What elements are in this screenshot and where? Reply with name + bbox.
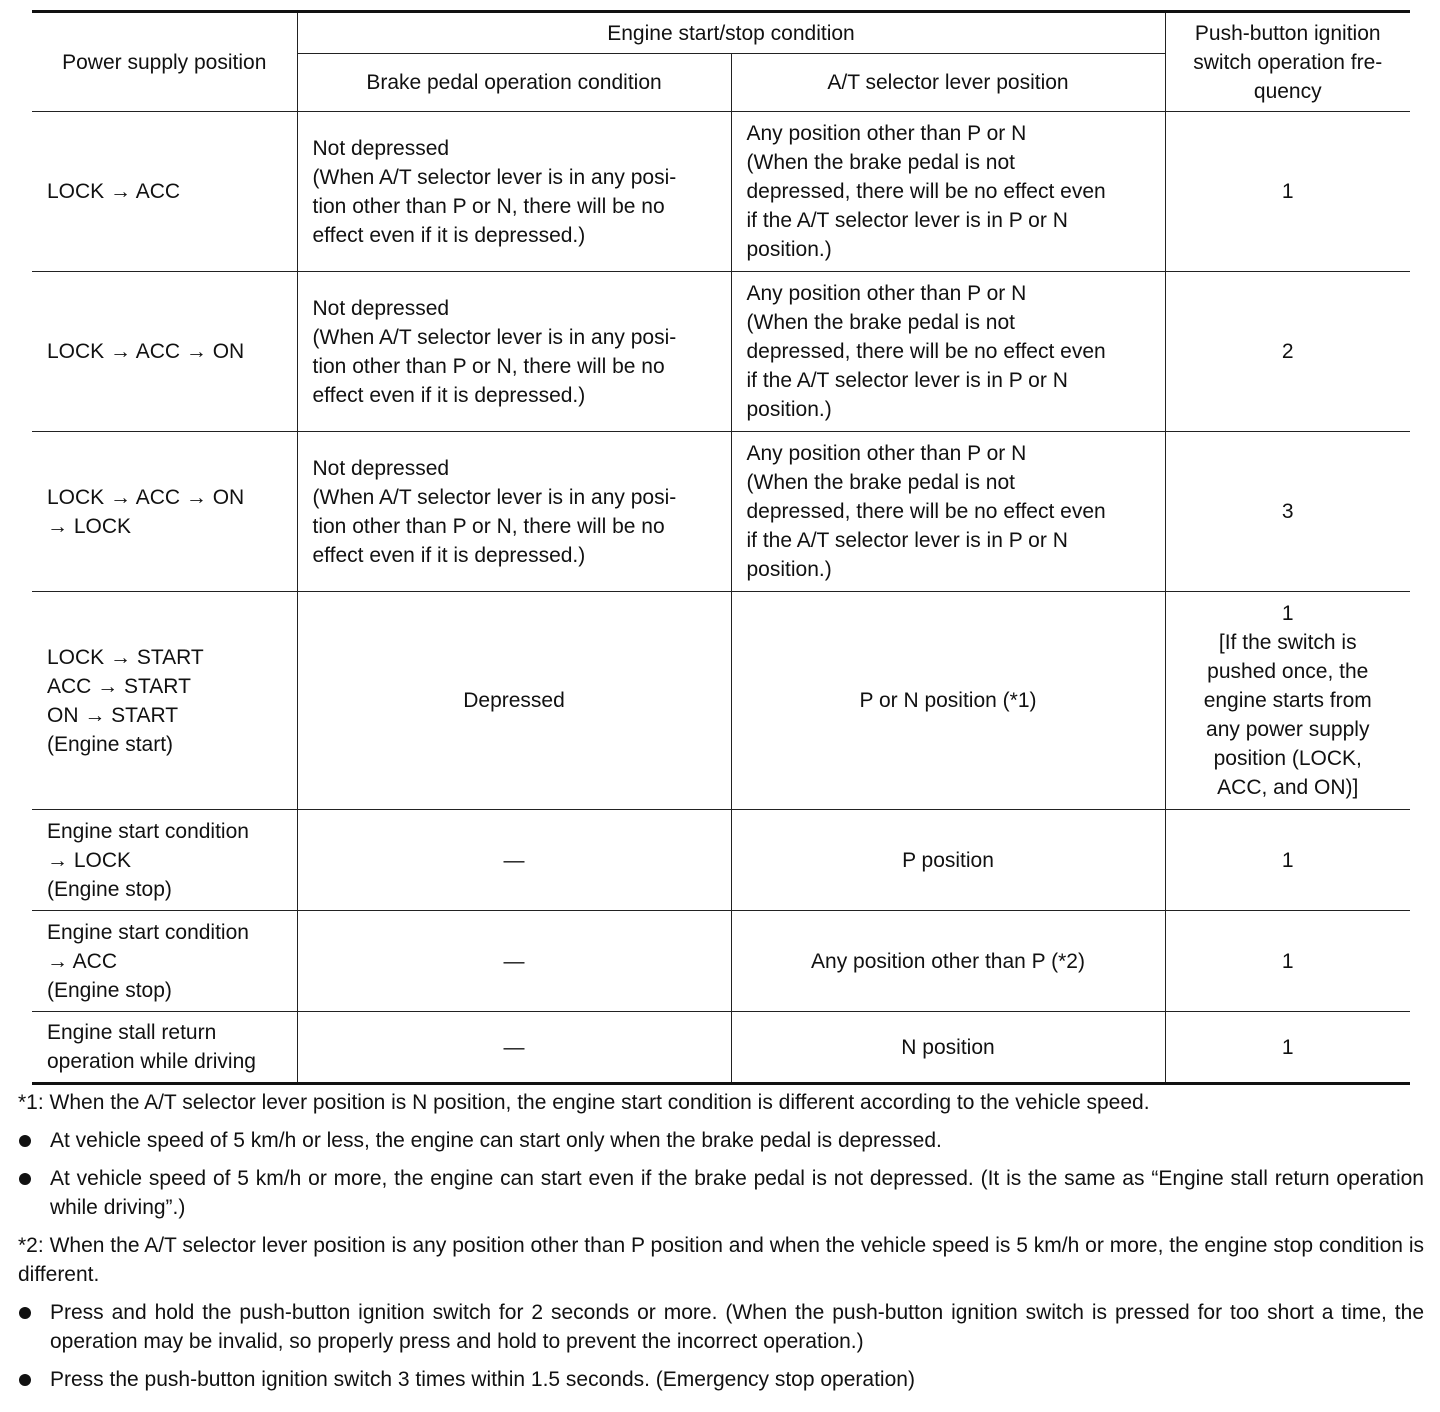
table-row bbox=[32, 432, 1410, 592]
cell-brake-condition: — bbox=[297, 1012, 731, 1084]
footnote-2-bullet bbox=[18, 1365, 1424, 1394]
engine-start-stop-table bbox=[32, 10, 1410, 1085]
header-brake-pedal-condition: Brake pedal operation condition bbox=[297, 54, 731, 112]
table-row bbox=[32, 112, 1410, 272]
cell-selector-position: Any position other than P (*2) bbox=[731, 911, 1165, 1012]
footnote-1-bullet bbox=[18, 1126, 1424, 1155]
cell-frequency: 1 bbox=[1165, 911, 1410, 1012]
table-row bbox=[32, 592, 1410, 810]
cell-selector-position: P or N position (*1) bbox=[731, 592, 1165, 810]
bullet-dot-icon bbox=[19, 1307, 31, 1319]
cell-selector-position: Any position other than P or N (When the brake pedal is not depressed, there will be no effect even if the A/T selector lever is in P or N position.) bbox=[731, 112, 1165, 272]
cell-frequency: 1 [If the switch is pushed once, the engine starts from any power supply position (LOCK, ACC, and ON)] bbox=[1165, 592, 1410, 810]
table-row bbox=[32, 272, 1410, 432]
cell-brake-condition: — bbox=[297, 911, 731, 1012]
cell-power-supply: LOCK → START ACC → START ON → START (Engine start) bbox=[32, 592, 297, 810]
table-header-row bbox=[32, 12, 1410, 54]
bullet-text: Press the push-button ignition switch 3 times within 1.5 seconds. (Emergency stop operation) bbox=[50, 1368, 915, 1391]
bullet-text: At vehicle speed of 5 km/h or less, the engine can start only when the brake pedal is depressed. bbox=[50, 1129, 942, 1152]
bullet-text: At vehicle speed of 5 km/h or more, the engine can start even if the brake pedal is not depressed. (It is the same as “Engine stall return operation while driving”.) bbox=[50, 1167, 1424, 1219]
cell-power-supply: LOCK → ACC → ON → LOCK bbox=[32, 432, 297, 592]
bullet-dot-icon bbox=[19, 1135, 31, 1147]
cell-brake-condition: Not depressed (When A/T selector lever is in any posi- tion other than P or N, there will be no effect even if it is depressed.) bbox=[297, 432, 731, 592]
cell-power-supply: LOCK → ACC → ON bbox=[32, 272, 297, 432]
cell-brake-condition: — bbox=[297, 810, 731, 911]
bullet-dot-icon bbox=[19, 1173, 31, 1185]
cell-power-supply: Engine start condition → ACC (Engine stop) bbox=[32, 911, 297, 1012]
cell-frequency: 3 bbox=[1165, 432, 1410, 592]
footnote-1-bullet bbox=[18, 1164, 1424, 1222]
footnote-2-bullet bbox=[18, 1298, 1424, 1356]
cell-frequency: 1 bbox=[1165, 1012, 1410, 1084]
cell-power-supply: Engine start condition → LOCK (Engine stop) bbox=[32, 810, 297, 911]
header-push-button-frequency: Push-button ignition switch operation fre- quency bbox=[1165, 12, 1410, 112]
bullet-text: Press and hold the push-button ignition switch for 2 seconds or more. (When the push-button ignition switch is pressed for too short a time, the operation may be invalid, so properly press and hold to prevent the incorrect operation.) bbox=[50, 1301, 1424, 1353]
cell-power-supply: LOCK → ACC bbox=[32, 112, 297, 272]
cell-frequency: 2 bbox=[1165, 272, 1410, 432]
cell-brake-condition: Depressed bbox=[297, 592, 731, 810]
header-power-supply-position: Power supply position bbox=[32, 12, 297, 112]
cell-brake-condition: Not depressed (When A/T selector lever is in any posi- tion other than P or N, there will be no effect even if it is depressed.) bbox=[297, 112, 731, 272]
footnote-1: *1: When the A/T selector lever position is N position, the engine start condition is different according to the vehicle speed. bbox=[18, 1091, 1150, 1114]
footnote-2: *2: When the A/T selector lever position is any position other than P position and when the vehicle speed is 5 km/h or more, the engine stop condition is different. bbox=[18, 1234, 1424, 1286]
cell-frequency: 1 bbox=[1165, 810, 1410, 911]
cell-brake-condition: Not depressed (When A/T selector lever is in any posi- tion other than P or N, there will be no effect even if it is depressed.) bbox=[297, 272, 731, 432]
cell-frequency: 1 bbox=[1165, 112, 1410, 272]
cell-selector-position: Any position other than P or N (When the brake pedal is not depressed, there will be no effect even if the A/T selector lever is in P or N position.) bbox=[731, 432, 1165, 592]
footnotes bbox=[18, 1088, 1424, 1394]
cell-selector-position: Any position other than P or N (When the brake pedal is not depressed, there will be no effect even if the A/T selector lever is in P or N position.) bbox=[731, 272, 1165, 432]
header-engine-start-stop-condition: Engine start/stop condition bbox=[297, 12, 1165, 54]
cell-power-supply: Engine stall return operation while driving bbox=[32, 1012, 297, 1084]
condition-table-wrapper bbox=[32, 10, 1410, 1085]
table-row bbox=[32, 911, 1410, 1012]
bullet-dot-icon bbox=[19, 1374, 31, 1386]
cell-selector-position: N position bbox=[731, 1012, 1165, 1084]
cell-selector-position: P position bbox=[731, 810, 1165, 911]
table-row bbox=[32, 810, 1410, 911]
table-row bbox=[32, 1012, 1410, 1084]
header-selector-lever-position: A/T selector lever position bbox=[731, 54, 1165, 112]
